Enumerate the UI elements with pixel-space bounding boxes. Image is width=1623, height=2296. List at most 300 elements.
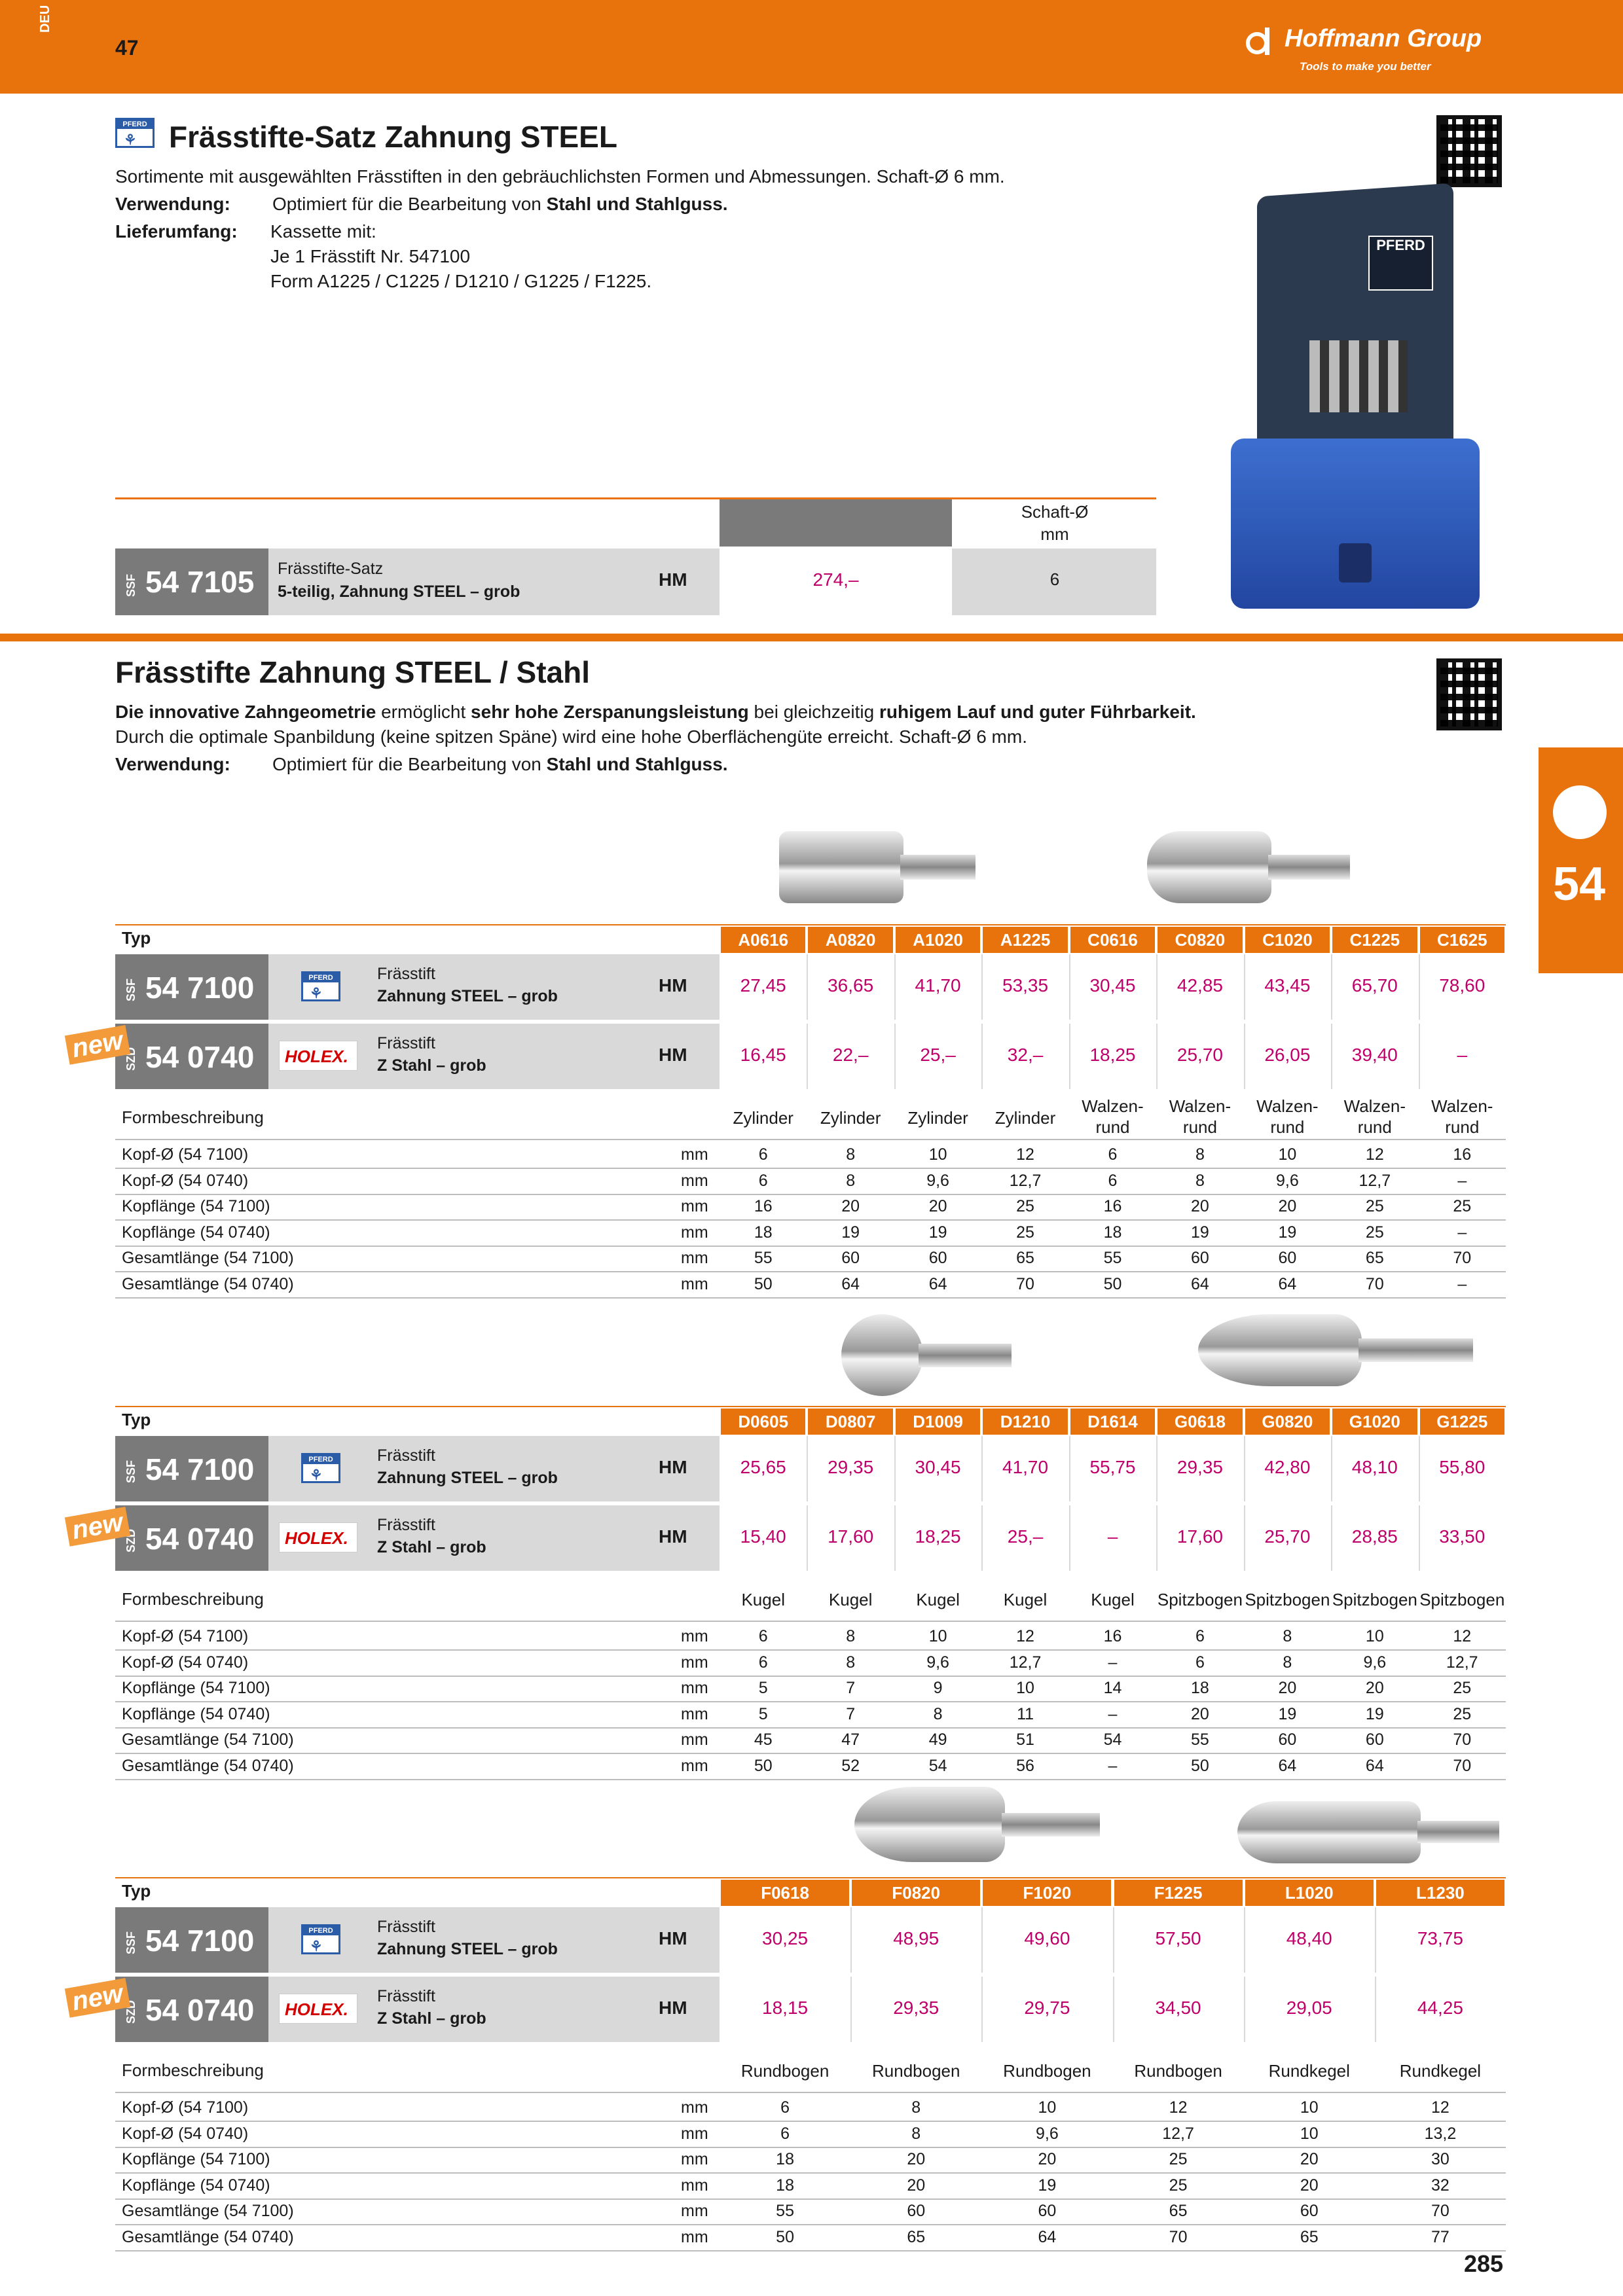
article-number[interactable]: 54 7100 [145, 971, 255, 1005]
spec-value: 12 [1453, 1627, 1472, 1645]
type-header: A0820 [808, 927, 892, 953]
spec-value: 16 [1103, 1627, 1122, 1645]
spec-value: 55 [776, 2202, 794, 2220]
price: 29,35 [828, 1457, 874, 1477]
spec-value: 20 [1300, 2150, 1319, 2168]
new-badge: new [65, 1025, 130, 1065]
spec-value: 50 [1191, 1756, 1209, 1775]
spec-value: 20 [1191, 1704, 1209, 1723]
price: – [1107, 1526, 1118, 1547]
form-description: Kugel [916, 1590, 960, 1609]
spec-value: 20 [1365, 1679, 1384, 1697]
spec-value: 19 [1191, 1223, 1209, 1242]
new-badge: new [65, 1507, 130, 1547]
spec-value: 60 [1278, 1249, 1297, 1267]
type-header: F0618 [721, 1880, 849, 1906]
spec-value: 12,7 [1359, 1171, 1391, 1190]
spec-value: 9,6 [1275, 1171, 1299, 1190]
spec-rule [115, 1701, 1506, 1702]
type-header: A1225 [983, 927, 1067, 953]
spec-value: 13,2 [1424, 2124, 1457, 2143]
spec-unit: mm [681, 1704, 708, 1723]
grinding-disc-icon [1553, 785, 1607, 839]
set-use: Verwendung: Optimiert für die Bearbeitung von Stahl und Stahlguss. [115, 194, 728, 214]
spec-label: Kopf-Ø (54 7100) [122, 1627, 249, 1645]
spec-label: Kopf-Ø (54 7100) [122, 2098, 249, 2117]
spec-label: Kopflänge (54 0740) [122, 1223, 270, 1242]
type-header: G0820 [1245, 1408, 1330, 1435]
spec-value: 60 [907, 2202, 926, 2220]
price: 65,70 [1351, 975, 1398, 996]
product-desc2: Z Stahl – grob [377, 2009, 486, 2028]
spec-label: Kopf-Ø (54 0740) [122, 1653, 249, 1672]
form-label: Formbeschreibung [122, 2060, 264, 2080]
price: 55,75 [1089, 1457, 1136, 1477]
spec-value: 20 [907, 2150, 926, 2168]
spec-value: 18 [754, 1223, 773, 1242]
spec-value: 10 [1300, 2098, 1319, 2117]
spec-value: 12 [1169, 2098, 1188, 2117]
price: – [1457, 1045, 1468, 1065]
spec-value: 51 [1016, 1731, 1034, 1749]
material: HM [659, 1045, 687, 1065]
spec-value: 70 [1453, 1756, 1472, 1775]
price: 41,70 [915, 975, 961, 996]
spec-value: 16 [1453, 1145, 1472, 1164]
price: 32,– [1007, 1045, 1044, 1065]
spec-value: 9,6 [926, 1653, 949, 1672]
type-header: L1230 [1376, 1880, 1504, 1906]
type-header: D1009 [896, 1408, 980, 1435]
spec-value: 6 [758, 1171, 768, 1190]
material: HM [659, 975, 687, 996]
spec-value: 64 [1038, 2227, 1057, 2246]
product-desc2: Zahnung STEEL – grob [377, 1469, 558, 1487]
type-header: A0616 [721, 927, 805, 953]
price: 18,25 [915, 1526, 961, 1547]
price: 26,05 [1264, 1045, 1311, 1065]
holex-logo: HOLEX. [279, 1041, 357, 1071]
price: 34,50 [1155, 1998, 1201, 2018]
product-desc1: Frässtift [377, 1918, 435, 1936]
spec-label: Gesamtlänge (54 0740) [122, 1274, 294, 1293]
form-description: Spitzbogen [1419, 1590, 1505, 1609]
spec-rule [115, 1168, 1506, 1169]
type-header: C0820 [1158, 927, 1242, 953]
form-description: Kugel [1091, 1590, 1135, 1609]
spec-value: 20 [1300, 2176, 1319, 2195]
spec-rule [115, 1271, 1506, 1272]
spec-unit: mm [681, 2150, 708, 2168]
article-prefix: SSF [124, 1460, 137, 1483]
form-description: Walzen- rund [1343, 1096, 1406, 1137]
spec-rule [115, 2147, 1506, 2148]
spec-value: 12 [1365, 1145, 1384, 1164]
spec-value: 55 [1191, 1731, 1209, 1749]
form-description: Spitzbogen [1157, 1590, 1243, 1609]
spec-value: 54 [928, 1756, 947, 1775]
spec-rule [115, 1727, 1506, 1729]
spec-value: – [1108, 1756, 1118, 1775]
cylinder-burr-image [779, 831, 976, 903]
table-top-rule [115, 1406, 1506, 1407]
product-desc1: Frässtift [377, 1446, 435, 1465]
spec-rule [115, 1676, 1506, 1677]
form-description: Walzen- rund [1431, 1096, 1493, 1137]
type-header: G1225 [1420, 1408, 1504, 1435]
article-prefix: SSF [124, 1931, 137, 1954]
spec-rule [115, 2198, 1506, 2200]
price: 18,25 [1089, 1045, 1136, 1065]
price: 25,65 [740, 1457, 786, 1477]
spec-value: 19 [1365, 1704, 1384, 1723]
spec-label: Gesamtlänge (54 0740) [122, 1756, 294, 1775]
spec-value: 12,7 [1446, 1653, 1478, 1672]
qr-code-set[interactable] [1436, 115, 1502, 187]
spec-value: 20 [1038, 2150, 1057, 2168]
price: 25,– [1007, 1526, 1044, 1547]
price: 27,45 [740, 975, 786, 996]
spec-value: 10 [1300, 2124, 1319, 2143]
price: 42,85 [1176, 975, 1223, 996]
price: 48,95 [893, 1928, 939, 1948]
set-scope-2: Je 1 Frässtift Nr. 547100 [270, 246, 471, 266]
type-header: D0807 [808, 1408, 892, 1435]
price: 36,65 [828, 975, 874, 996]
price: 33,50 [1439, 1526, 1486, 1547]
form-description: Rundbogen [740, 2061, 830, 2081]
typ-label: Typ [122, 928, 151, 948]
spec-value: 10 [1016, 1679, 1034, 1697]
form-description: Rundbogen [1003, 2061, 1091, 2081]
spec-value: – [1457, 1223, 1467, 1242]
spec-value: 70 [1453, 1249, 1472, 1267]
spec-value: 64 [1191, 1274, 1209, 1293]
price: 53,35 [1002, 975, 1049, 996]
holex-logo: HOLEX. [279, 1994, 357, 2024]
qr-code-main[interactable] [1436, 658, 1502, 730]
set-scope-1: Kassette mit: [270, 221, 376, 242]
form-description: Zylinder [733, 1108, 793, 1128]
spec-value: 8 [1283, 1653, 1292, 1672]
set-scope-3: Form A1225 / C1225 / D1210 / G1225 / F1225. [270, 271, 652, 291]
new-badge: new [65, 1978, 130, 2018]
chapter-number: 54 [1553, 858, 1606, 910]
spec-value: 55 [754, 1249, 773, 1267]
spec-value: 64 [928, 1274, 947, 1293]
set-table-top-rule [115, 497, 1156, 499]
spec-value: 70 [1016, 1274, 1034, 1293]
type-header: L1020 [1245, 1880, 1374, 1906]
set-article-number[interactable]: 54 7105 [145, 565, 255, 599]
product-desc2: Z Stahl – grob [377, 1538, 486, 1556]
spec-value: 19 [841, 1223, 860, 1242]
article-number[interactable]: 54 7100 [145, 1924, 255, 1958]
set-scope-label: Lieferumfang: [115, 221, 238, 242]
form-description: Kugel [1003, 1590, 1048, 1609]
type-header: F0820 [852, 1880, 980, 1906]
price: 55,80 [1439, 1457, 1486, 1477]
spec-value: 20 [1278, 1679, 1297, 1697]
article-prefix: SSF [124, 978, 137, 1001]
spec-value: 25 [1016, 1223, 1034, 1242]
spec-value: 20 [928, 1197, 947, 1215]
type-header: D1614 [1070, 1408, 1155, 1435]
price: 42,80 [1264, 1457, 1311, 1477]
spec-value: – [1108, 1704, 1118, 1723]
price: 57,50 [1155, 1928, 1201, 1948]
spec-value: 18 [1103, 1223, 1122, 1242]
spec-value: 60 [1038, 2202, 1057, 2220]
spec-value: 65 [907, 2227, 926, 2246]
spec-value: 20 [841, 1197, 860, 1215]
form-description: Kugel [828, 1590, 873, 1609]
spec-value: 8 [846, 1627, 856, 1645]
spec-value: 5 [758, 1704, 768, 1723]
material: HM [659, 1928, 687, 1948]
spec-value: 60 [1365, 1731, 1384, 1749]
spec-unit: mm [681, 1627, 708, 1645]
spec-value: 10 [1365, 1627, 1384, 1645]
price: 17,60 [828, 1526, 874, 1547]
spec-value: 20 [907, 2176, 926, 2195]
price: 39,40 [1351, 1045, 1398, 1065]
spec-value: 6 [780, 2098, 790, 2117]
article-prefix: SZD [124, 2000, 137, 2024]
product-desc1: Frässtift [377, 1516, 435, 1534]
article-number[interactable]: 54 7100 [145, 1452, 255, 1486]
spec-value: 60 [841, 1249, 860, 1267]
form-description: Spitzbogen [1332, 1590, 1417, 1609]
spec-value: 7 [846, 1704, 856, 1723]
main-line1-part: Die innovative Zahngeometrie [115, 702, 376, 722]
spec-value: 45 [754, 1731, 773, 1749]
spec-value: 70 [1169, 2227, 1188, 2246]
section-divider [0, 634, 1623, 641]
set-article-prefix: SSF [124, 573, 137, 597]
spec-value: 6 [780, 2124, 790, 2143]
article-number[interactable]: 54 0740 [145, 1993, 255, 2027]
pferd-logo: PFERD ⚘ [115, 118, 155, 148]
spec-value: 50 [776, 2227, 794, 2246]
spec-value: 20 [1278, 1197, 1297, 1215]
spec-value: 12,7 [1009, 1171, 1042, 1190]
spec-value: 25 [1453, 1704, 1472, 1723]
spec-value: 6 [758, 1145, 768, 1164]
main-line1-part: bei gleichzeitig [748, 702, 880, 722]
spec-value: 25 [1169, 2176, 1188, 2195]
main-use: Verwendung: Optimiert für die Bearbeitung von Stahl und Stahlguss. [115, 754, 728, 774]
spec-label: Gesamtlänge (54 7100) [122, 1731, 294, 1749]
spec-unit: mm [681, 2124, 708, 2143]
spec-unit: mm [681, 2202, 708, 2220]
hoffmann-logo-icon [1245, 25, 1279, 58]
spec-value: 12,7 [1162, 2124, 1194, 2143]
price: 25,70 [1176, 1045, 1223, 1065]
spec-rule [115, 1297, 1506, 1299]
spec-value: 64 [1365, 1756, 1384, 1775]
price: 25,– [920, 1045, 956, 1065]
spec-value: 10 [928, 1145, 947, 1164]
spec-label: Kopf-Ø (54 0740) [122, 2124, 249, 2143]
price: 29,35 [893, 1998, 939, 2018]
price: 48,40 [1286, 1928, 1332, 1948]
spec-value: 70 [1365, 1274, 1384, 1293]
spec-value: 25 [1365, 1197, 1384, 1215]
spec-value: 60 [1191, 1249, 1209, 1267]
spec-value: 8 [911, 2098, 921, 2117]
product-desc2: Z Stahl – grob [377, 1056, 486, 1075]
price: 73,75 [1417, 1928, 1463, 1948]
set-desc2: 5-teilig, Zahnung STEEL – grob [278, 583, 520, 601]
price: 78,60 [1439, 975, 1486, 996]
spec-rule [115, 1753, 1506, 1754]
set-case-image [1231, 190, 1480, 615]
type-header: D0605 [721, 1408, 805, 1435]
spec-unit: mm [681, 2227, 708, 2246]
form-description: Spitzbogen [1245, 1590, 1330, 1609]
spec-value: 60 [1278, 1731, 1297, 1749]
spec-value: 16 [754, 1197, 773, 1215]
pferd-logo: PFERD ⚘ [301, 1924, 340, 1954]
spec-value: 9,6 [926, 1171, 949, 1190]
cone-burr-image [1237, 1801, 1499, 1863]
set-intro: Sortimente mit ausgewählten Frässtiften in den gebräuchlichsten Formen und Abmessungen. Schaft-Ø 6 mm. [115, 166, 1005, 187]
type-header: C1625 [1420, 927, 1504, 953]
form-description: Zylinder [820, 1108, 881, 1128]
set-shaft: 6 [1049, 569, 1060, 589]
main-line1-part: ermöglicht [376, 702, 471, 722]
brand-name: Hoffmann Group [1285, 25, 1482, 52]
spec-value: 64 [841, 1274, 860, 1293]
price: 43,45 [1264, 975, 1311, 996]
spec-value: 11 [1017, 1704, 1034, 1723]
spec-value: 6 [1195, 1627, 1205, 1645]
spec-value: 12,7 [1009, 1653, 1042, 1672]
pferd-logo: PFERD ⚘ [301, 1453, 340, 1483]
spec-value: 12 [1016, 1627, 1034, 1645]
set-desc1: Frässtifte-Satz [278, 560, 384, 578]
set-table-header-dark [720, 499, 952, 547]
spec-value: 25 [1453, 1197, 1472, 1215]
spec-value: 32 [1431, 2176, 1450, 2195]
article-prefix: SZD [124, 1047, 137, 1071]
type-header: G1020 [1332, 1408, 1417, 1435]
form-label: Formbeschreibung [122, 1589, 264, 1609]
product-desc2: Zahnung STEEL – grob [377, 987, 558, 1005]
type-header: F1020 [983, 1880, 1111, 1906]
spec-unit: mm [681, 1171, 708, 1190]
spec-value: 30 [1431, 2150, 1450, 2168]
spec-label: Kopf-Ø (54 0740) [122, 1171, 249, 1190]
spec-value: 70 [1431, 2202, 1450, 2220]
type-header: D1210 [983, 1408, 1067, 1435]
price: 29,05 [1286, 1998, 1332, 2018]
form-label: Formbeschreibung [122, 1107, 264, 1127]
spec-label: Kopflänge (54 0740) [122, 1704, 270, 1723]
spec-label: Kopf-Ø (54 7100) [122, 1145, 249, 1164]
spec-value: 18 [776, 2176, 794, 2195]
spec-value: 19 [928, 1223, 947, 1242]
spec-value: 9,6 [1036, 2124, 1059, 2143]
spec-value: 60 [928, 1249, 947, 1267]
spec-rule [115, 1246, 1506, 1247]
spec-value: 8 [846, 1171, 856, 1190]
spec-unit: mm [681, 1249, 708, 1267]
holex-logo: HOLEX. [279, 1522, 357, 1552]
spec-rule [115, 2172, 1506, 2174]
spec-value: 9 [933, 1679, 943, 1697]
product-desc2: Zahnung STEEL – grob [377, 1940, 558, 1958]
spec-value: 50 [754, 1274, 773, 1293]
spec-rule [115, 1649, 1506, 1651]
form-rule [115, 2092, 1506, 2093]
spec-label: Kopflänge (54 7100) [122, 2150, 270, 2168]
price: 16,45 [740, 1045, 786, 1065]
price: 44,25 [1417, 1998, 1463, 2018]
spec-value: 19 [1278, 1704, 1297, 1723]
article-number[interactable]: 54 0740 [145, 1522, 255, 1556]
table-top-rule [115, 924, 1506, 925]
main-title: Frässtifte Zahnung STEEL / Stahl [115, 655, 591, 689]
article-number[interactable]: 54 0740 [145, 1040, 255, 1074]
price: 25,70 [1264, 1526, 1311, 1547]
type-header: C1225 [1332, 927, 1417, 953]
spec-value: 5 [758, 1679, 768, 1697]
form-description: Walzen- rund [1169, 1096, 1231, 1137]
spec-value: 7 [846, 1679, 856, 1697]
product-desc1: Frässtift [377, 1034, 435, 1052]
pointed-burr-image [1198, 1314, 1473, 1386]
price: 30,45 [1089, 975, 1136, 996]
price: 29,35 [1176, 1457, 1223, 1477]
spec-unit: mm [681, 2176, 708, 2195]
price: 22,– [832, 1045, 869, 1065]
spec-value: 8 [911, 2124, 921, 2143]
spec-value: 8 [933, 1704, 943, 1723]
type-header: C1020 [1245, 927, 1330, 953]
spec-unit: mm [681, 1197, 708, 1215]
spec-value: 18 [776, 2150, 794, 2168]
spec-value: 70 [1453, 1731, 1472, 1749]
material: HM [659, 1457, 687, 1477]
spec-unit: mm [681, 1274, 708, 1293]
spec-value: 50 [754, 1756, 773, 1775]
form-rule [115, 1139, 1506, 1140]
main-line2: Durch die optimale Spanbildung (keine spitzen Späne) wird eine hohe Oberflächengüte erreicht. Schaft-Ø 6 mm. [115, 726, 1027, 747]
spec-value: 14 [1103, 1679, 1122, 1697]
spec-value: 60 [1300, 2202, 1319, 2220]
spec-rule [115, 1194, 1506, 1195]
article-prefix: SZD [124, 1529, 137, 1552]
spec-rule [115, 1779, 1506, 1780]
spec-unit: mm [681, 1653, 708, 1672]
spec-value: 65 [1016, 1249, 1034, 1267]
form-description: Walzen- rund [1082, 1096, 1144, 1137]
price: 49,60 [1024, 1928, 1070, 1948]
spec-value: 52 [841, 1756, 860, 1775]
round-tree-burr-image [854, 1787, 1100, 1862]
language-code: DEU [38, 5, 52, 33]
form-description: Zylinder [907, 1108, 968, 1128]
typ-label: Typ [122, 1410, 151, 1429]
price: 15,40 [740, 1526, 786, 1547]
spec-unit: mm [681, 1756, 708, 1775]
spec-value: 8 [1283, 1627, 1292, 1645]
spec-value: 25 [1453, 1679, 1472, 1697]
spec-value: 8 [1195, 1171, 1205, 1190]
spec-rule [115, 1219, 1506, 1221]
